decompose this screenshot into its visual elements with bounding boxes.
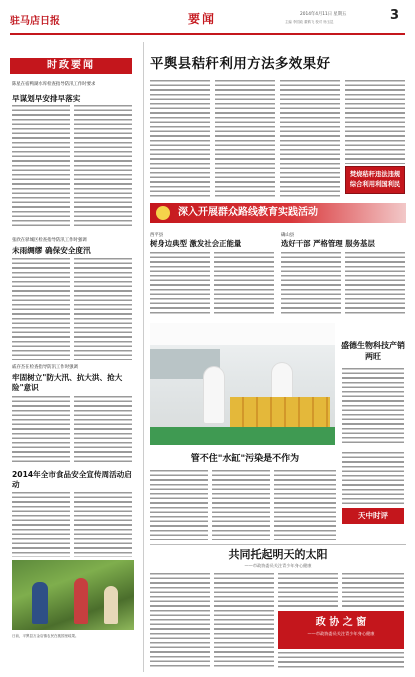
editor-line: 主编 李国政 董鹤飞 校对 杨玉昆 [285,20,334,24]
article-3-body-left [12,396,70,464]
photo-story-title: 盛德生物科技产销两旺 [341,341,405,361]
main-body-col-3 [280,80,340,198]
article-4-body-left [12,492,70,557]
article-2-kicker: 张欣在驿城区检查指导防汛工作时强调 [12,238,87,243]
peach-orchard-photo [12,560,134,630]
main-body-col-1 [150,80,210,198]
feature-body-3 [278,573,338,607]
photo-ceiling [150,323,335,345]
commentary-body-1 [150,470,208,540]
photo-products [230,397,330,429]
sub-left-kicker: 西平县 [150,233,164,238]
article-3-body-right [74,396,132,464]
feature-body-5 [278,652,404,669]
article-2-title: 未雨绸缪 确保安全度汛 [12,246,91,255]
feature-subtitle: ——市政协委员关注青少年身心健康 [244,563,312,568]
commentary-body-2 [212,470,270,540]
cppcc-box-title: 政 协 之 窗 [315,617,367,628]
left-column [10,42,140,672]
article-1-body-right [74,105,132,229]
main-headline: 平舆县秸秆利用方法多效果好 [150,57,331,72]
main-body-col-2 [215,80,275,198]
masthead [10,10,405,32]
article-1-title: 早谋划早安排早落实 [12,94,81,103]
paper-name: 驻马店日报 [10,16,60,27]
campaign-banner [150,203,406,223]
sub-right-body-2 [345,252,405,316]
cppcc-box [278,611,404,649]
commentary-body-4 [342,452,404,504]
article-3-title: 牢固树立"防大汛、抗大洪、抢大险"意识 [12,373,123,392]
column-banner-text: 时政要闻 [47,60,95,71]
photo-figure-2 [74,578,88,624]
main-body-col-4 [345,80,405,164]
date-line: 2014年4月11日 星期五 [300,12,347,17]
feature-body-1 [150,573,210,669]
slogan-line-1: 焚烧秸秆违法违规 [349,171,401,178]
slogan-box [345,166,405,194]
article-2-body-left [12,258,70,360]
feature-body-2 [214,573,274,669]
article-2-body-right [74,258,132,360]
photo-floor [150,427,335,445]
commentary-title: 管不住"水缸"污染是不作为 [190,454,300,464]
commentary-tag-text: 天中时评 [358,511,388,520]
sub-right-kicker: 确山县 [281,233,295,238]
article-1-body-left [12,105,70,229]
article-1-kicker: 陈星在宿鸭湖水库检查指导防汛工作时要求 [12,82,96,87]
feature-body-4 [342,573,404,607]
commentary-tag [342,508,404,524]
photo-worker-1 [204,367,224,423]
photo-story-body [342,368,404,444]
campaign-banner-text: 深入开展群众路线教育实践活动 [178,207,318,218]
page-number: 3 [390,8,400,23]
article-4-body-right [74,492,132,557]
cppcc-box-subtitle: ——市政协委员关注青少年身心健康 [307,631,375,636]
sub-left-body-1 [150,252,210,316]
photo-figure-1 [32,582,48,624]
feature-title: 共同托起明天的太阳 [228,548,328,561]
sub-left-body-2 [214,252,274,316]
sub-right-title: 选好干部 严格管理 服务基层 [281,239,375,248]
section-title: 要闻 [188,12,217,26]
feature-rule [150,544,406,545]
factory-photo [150,323,335,445]
article-4-title: 2014年全市食品安全宣传周活动启动 [12,470,132,489]
article-3-kicker: 戚存杰在检查指导防汛工作时强调 [12,365,78,370]
photo-caption: 日前，平舆县万金店镇农民在桃园里疏果。 [12,634,79,638]
sub-left-title: 树身边典型 激发社会正能量 [150,239,242,248]
sub-right-body-1 [281,252,341,316]
commentary-body-3 [274,470,336,540]
photo-figure-3 [104,586,118,624]
party-emblem-icon [156,206,170,220]
header-rule [10,33,405,35]
column-divider [143,42,144,672]
slogan-line-2: 综合利用利国利民 [349,181,401,188]
column-banner [10,58,132,74]
